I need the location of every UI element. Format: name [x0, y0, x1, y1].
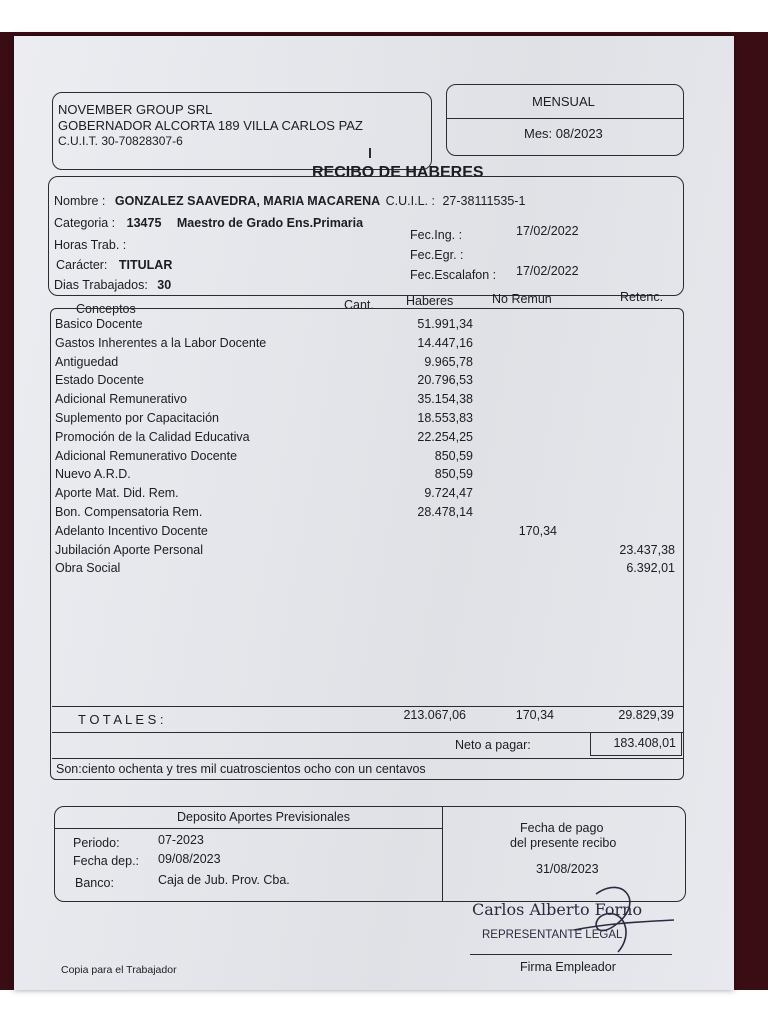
item-haberes: 20.796,53 [417, 373, 473, 388]
cuil-label: C.U.I.L. : [385, 194, 435, 208]
signature-line [470, 954, 672, 955]
deposit-banco: Caja de Jub. Prov. Cba. [158, 873, 290, 887]
item-concept: Adicional Remunerativo [55, 392, 188, 407]
deposit-periodo-label: Periodo: [73, 836, 120, 850]
payment-date: 31/08/2023 [536, 862, 599, 876]
item-haberes: 51.991,34 [417, 317, 473, 331]
period-divider [446, 118, 684, 119]
fec-esc-label: Fec.Escalafon : [410, 268, 497, 282]
deposit-divider [442, 807, 443, 901]
fec-egr-label: Fec.Egr. : [410, 248, 464, 262]
payment-label-2: del presente recibo [510, 836, 617, 850]
item-concept: Promoción de la Calidad Educativa [55, 429, 250, 444]
item-haberes: 850,59 [434, 467, 473, 482]
receipt-title: RECIBO DE HABERES [312, 164, 484, 181]
deposit-title-line [55, 828, 443, 829]
item-haberes: 9.724,47 [424, 486, 473, 501]
item-retenc: 23.437,38 [619, 542, 675, 557]
fec-ing-label: Fec.Ing. : [410, 228, 463, 242]
fec-esc-value: 17/02/2022 [516, 264, 579, 278]
receipt-paper [14, 36, 734, 990]
item-concept: Aporte Mat. Did. Rem. [55, 486, 179, 501]
category-row [54, 216, 363, 230]
copy-footer: Copia para el Trabajador [61, 964, 177, 976]
name-label: Nombre : [54, 194, 106, 208]
net-value: 183.408,01 [613, 736, 676, 750]
deposit-fecha-label: Fecha dep.: [73, 854, 140, 868]
employee-days: 30 [157, 278, 172, 292]
net-label: Neto a pagar: [455, 738, 531, 752]
employee-character: TITULAR [118, 258, 173, 272]
col-retenc: Retenc. [620, 290, 664, 304]
item-concept: Antiguedad [55, 354, 119, 369]
character-row [56, 258, 172, 272]
amount-in-words [56, 762, 426, 776]
period-month: Mes: 08/2023 [524, 126, 603, 141]
item-haberes: 14.447,16 [417, 335, 473, 350]
item-concept: Adicional Remunerativo Docente [55, 448, 238, 463]
son-label: Son: [56, 762, 82, 776]
item-no-remun: 170,34 [518, 523, 557, 538]
col-conceptos: Conceptos [76, 302, 136, 316]
totals-top-line [52, 706, 684, 707]
deposit-fecha: 09/08/2023 [158, 852, 221, 866]
totals-no-remun: 170,34 [515, 708, 554, 722]
item-concept: Gastos Inherentes a la Labor Docente [55, 335, 267, 350]
character-label: Carácter: [56, 258, 108, 272]
company-name: NOVEMBER GROUP SRL [58, 102, 213, 117]
days-label: Dias Trabajados: [54, 278, 148, 292]
title-tick [369, 148, 371, 158]
item-retenc: 6.392,01 [626, 561, 675, 576]
item-concept: Estado Docente [55, 373, 144, 388]
company-cuit: C.U.I.T. 30-70828307-6 [58, 134, 183, 148]
item-concept: Nuevo A.R.D. [55, 467, 131, 482]
signature-name: Carlos Alberto Forno [472, 900, 643, 919]
item-concept: Adelanto Incentivo Docente [55, 523, 208, 538]
signature-label: Firma Empleador [520, 960, 616, 974]
items-table [50, 308, 684, 780]
category-desc: Maestro de Grado Ens.Primaria [176, 216, 364, 230]
item-concept: Basico Docente [55, 317, 143, 331]
payment-label-1: Fecha de pago [520, 821, 604, 835]
col-haberes: Haberes [406, 294, 454, 308]
signature-role: REPRESENTANTE LEGAL [482, 929, 623, 941]
totals-label: T O T A L E S : [78, 712, 164, 727]
item-haberes: 9.965,78 [424, 354, 473, 369]
totals-retenc: 29.829,39 [618, 708, 674, 722]
category-code: 13475 [126, 216, 162, 230]
signature-scribble [534, 874, 684, 964]
item-haberes: 18.553,83 [417, 411, 473, 425]
item-haberes: 850,59 [434, 448, 473, 463]
deposit-banco-label: Banco: [75, 876, 114, 890]
item-haberes: 35.154,38 [417, 392, 473, 407]
employee-cuil: 27-38111535-1 [442, 194, 526, 208]
item-haberes: 28.478,14 [417, 505, 473, 519]
totals-haberes: 213.067,06 [403, 708, 466, 722]
company-address: GOBERNADOR ALCORTA 189 VILLA CARLOS PAZ [58, 118, 363, 133]
net-bottom-line [52, 758, 684, 759]
item-concept: Bon. Compensatoria Rem. [55, 505, 203, 519]
days-row [54, 278, 171, 292]
deposit-title: Deposito Aportes Previsionales [177, 810, 351, 824]
employee-name: GONZALEZ SAAVEDRA, MARIA MACARENA [114, 194, 381, 208]
col-cant: Cant. [344, 298, 374, 312]
employee-name-row [54, 194, 525, 208]
col-no-remun: No Remun [492, 292, 552, 306]
item-concept: Suplemento por Capacitación [55, 411, 219, 425]
hours-label: Horas Trab. : [54, 238, 127, 252]
fec-ing-value: 17/02/2022 [516, 224, 579, 238]
period-type: MENSUAL [532, 94, 595, 109]
item-concept: Jubilación Aporte Personal [55, 542, 204, 557]
category-label: Categoria : [54, 216, 116, 230]
item-concept: Obra Social [55, 561, 121, 576]
amount-words-text: ciento ochenta y tres mil cuatroscientos ocho con un centavos [81, 762, 426, 776]
deposit-periodo: 07-2023 [158, 833, 204, 847]
item-haberes: 22.254,25 [417, 429, 473, 444]
